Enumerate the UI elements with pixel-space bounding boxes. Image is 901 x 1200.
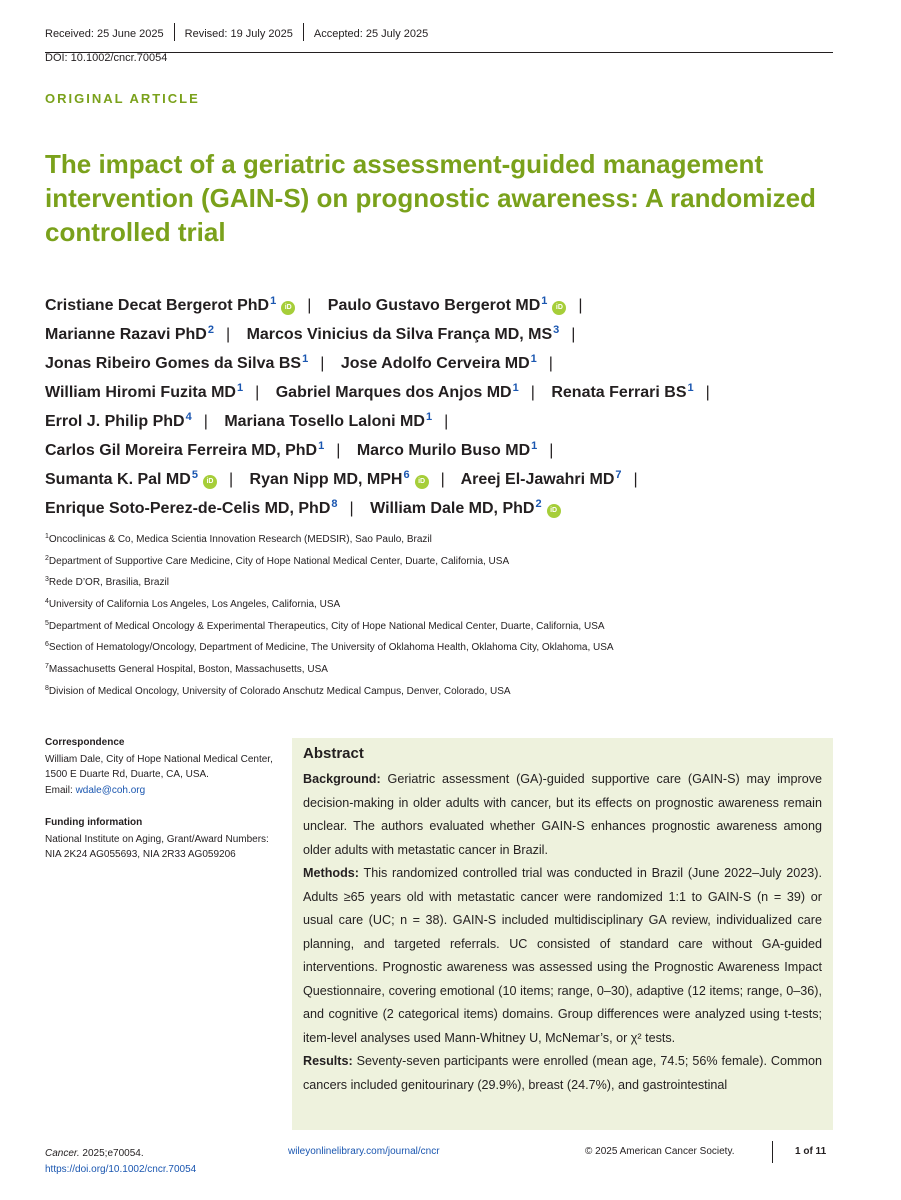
orcid-icon[interactable]: iD	[203, 475, 217, 489]
author-name[interactable]: Cristiane Decat Bergerot PhD	[45, 297, 270, 314]
citation-text: 2025;e70054.	[79, 1148, 144, 1159]
affiliation-ref[interactable]: 1	[318, 440, 325, 452]
affiliation-number: 5	[45, 619, 49, 627]
publication-dates	[45, 27, 428, 41]
affiliation-ref[interactable]: 4	[185, 411, 192, 423]
orcid-icon[interactable]: iD	[552, 301, 566, 315]
affiliation-list	[45, 526, 845, 700]
correspondence-text: William Dale, City of Hope National Medical Center, 1500 E Duarte Rd, Duarte, CA, USA.	[45, 753, 273, 780]
affiliation-ref[interactable]: 1	[541, 295, 548, 307]
doi: DOI: 10.1002/cncr.70054	[45, 52, 168, 64]
affiliation	[45, 656, 845, 678]
correspondence-block	[45, 735, 275, 798]
affiliation-ref[interactable]: 8	[331, 498, 338, 510]
author-line: Enrique Soto-Perez-de-Celis MD, PhD$^8$ | William Dale MD, PhD$^2$iD	[45, 490, 845, 519]
abstract-box	[292, 738, 833, 1130]
author-name[interactable]: Ryan Nipp MD, MPH	[249, 471, 403, 488]
methods-text: This randomized controlled trial was conducted in Brazil (June 2022–July 2023). Adults ≥65 years old with metastatic cancer were randomized 1:1 to GAIN-S (n = 39) or usual care (UC; n = 38). GAIN-S included multidisciplinary GA review, individualized care planning, and targeted referrals. UC consisted of standard care without GA-guided interventions. Prognostic awareness was assessed using the Prognostic Awareness Impact Questionnaire, covering emotional (10 items; range, 0–30), adaptive (12 items; range, 0–36), and cognitive (2 categorical items) domains. Group differences were analyzed using t-tests; item-level analyses used Mann-Whitney U, McNemar’s, or χ² tests.	[303, 866, 822, 1045]
author-name[interactable]: Areej El-Jawahri MD	[460, 471, 615, 488]
divider	[174, 23, 175, 41]
accepted-date: Accepted: 25 July 2025	[313, 27, 429, 40]
author-line: Errol J. Philip PhD$^4$ | Mariana Tosello Laloni $MD^1$ |	[45, 411, 449, 430]
funding-heading: Funding information	[45, 817, 143, 828]
orcid-icon[interactable]: iD	[415, 475, 429, 489]
author-line: Marianne Razavi PhD$^2$ | Marcos Vinicius da Silva França MD, $MS^3$ |	[45, 324, 576, 343]
author-line: Sumanta K. Pal $MD^5iD$ | Ryan Nipp MD, MPH$^6$iD | Areej El-Jawahri $MD^7$ |	[45, 469, 638, 488]
affiliation-ref[interactable]: 1	[531, 440, 538, 452]
affiliation	[45, 613, 845, 635]
author-line: William Hiromi Fuzita $MD^1$ | Gabriel Marques dos Anjos $MD^1$ | Renata Ferrari $BS^1$ |	[45, 382, 710, 401]
journal-site-link[interactable]: wileyonlinelibrary.com/journal/cncr	[288, 1146, 440, 1157]
affiliation-number: 1	[45, 533, 49, 540]
affiliation-ref[interactable]: 7	[615, 469, 622, 481]
email-label: Email:	[45, 784, 76, 796]
background-text: Geriatric assessment (GA)-guided supportive care (GAIN-S) may improve decision-making in older adults with cancer, but its effects on prognostic awareness remain unclear. The authors evaluated whether GAIN-S enhances prognostic awareness among older adults with metastatic cancer in Brazil.	[303, 772, 822, 857]
abstract-background	[303, 768, 822, 862]
affiliation-text: Section of Hematology/Oncology, Department of Medicine, The University of Oklahoma Health, Oklahoma City, Oklahoma, USA	[48, 642, 614, 654]
affiliation-text: Division of Medical Oncology, University of Colorado Anschutz Medical Campus, Denver, Colorado, USA	[48, 685, 511, 697]
author-name[interactable]: Errol J. Philip PhD	[45, 413, 185, 430]
affiliation-text: Department of Supportive Care Medicine, City of Hope National Medical Center, Duarte, California, USA	[48, 555, 510, 567]
affiliation-number: 3	[45, 576, 49, 584]
affiliation-text: Department of Medical Oncology & Experimental Therapeutics, City of Hope National Medical Center, Duarte, California, USA	[48, 620, 605, 632]
affiliation	[45, 591, 845, 613]
correspondence-email-line	[45, 783, 275, 799]
affiliation-number: 7	[45, 663, 49, 671]
results-text: Seventy-seven participants were enrolled (mean age, 74.5; 56% female). Common cancers included genitourinary (29.9%), breast (24.7%), and gastrointestinal	[303, 1054, 822, 1092]
affiliation-ref[interactable]: 5	[191, 469, 198, 481]
background-label: Background:	[303, 772, 381, 786]
author-name[interactable]: William Dale MD, PhD	[370, 500, 535, 517]
affiliation	[45, 548, 845, 570]
affiliation-ref[interactable]: 1	[512, 382, 519, 394]
article-title: The impact of a geriatric assessment-guided management intervention (GAIN-S) on prognostic awareness: A randomized controlled trial	[45, 149, 816, 247]
author-name[interactable]: Jose Adolfo Cerveira MD	[340, 355, 530, 372]
page-number: 1 of 11	[795, 1146, 827, 1157]
affiliation	[45, 678, 845, 700]
affiliation-ref[interactable]: 2	[535, 498, 542, 510]
affiliation-text: Oncoclinicas & Co, Medica Scientia Innovation Research (MEDSIR), Sao Paulo, Brazil	[48, 534, 432, 545]
orcid-icon[interactable]: iD	[547, 504, 561, 518]
author-list	[45, 287, 845, 519]
affiliation	[45, 526, 845, 548]
affiliation-ref[interactable]: 1	[270, 295, 277, 307]
affiliation-ref[interactable]: 1	[530, 353, 537, 365]
affiliation-text: University of California Los Angeles, Los Angeles, California, USA	[48, 599, 341, 611]
author-name[interactable]: Enrique Soto-Perez-de-Celis MD, PhD	[45, 500, 331, 517]
correspondence-heading: Correspondence	[45, 737, 125, 748]
journal-name: Cancer.	[45, 1148, 80, 1159]
side-notes	[45, 735, 275, 880]
author-name[interactable]: Carlos Gil Moreira Ferreira MD, PhD	[45, 442, 318, 459]
funding-block	[45, 815, 275, 863]
results-label: Results:	[303, 1054, 353, 1068]
abstract-results	[303, 1050, 822, 1097]
abstract-methods	[303, 862, 822, 1050]
author-name[interactable]: Marianne Razavi PhD	[45, 326, 207, 343]
author-name[interactable]: Mariana Tosello Laloni MD	[224, 413, 425, 430]
author-line: Jonas Ribeiro Gomes da Silva $BS^1$ | Jose Adolfo Cerveira $MD^1$ |	[45, 353, 553, 372]
author-name[interactable]: Paulo Gustavo Bergerot MD	[327, 297, 541, 314]
author-line: Carlos Gil Moreira Ferreira MD, PhD$^1$ | Marco Murilo Buso $MD^1$ |	[45, 440, 554, 459]
author-name[interactable]: Marcos Vinicius da Silva França MD, MS	[246, 326, 553, 343]
affiliation-ref[interactable]: 3	[553, 324, 560, 336]
affiliation-number: 6	[45, 641, 49, 649]
author-name[interactable]: Renata Ferrari BS	[551, 384, 687, 401]
doi-link[interactable]: https://doi.org/10.1002/cncr.70054	[45, 1164, 197, 1175]
orcid-icon[interactable]: iD	[281, 301, 295, 315]
affiliation	[45, 634, 845, 656]
abstract-heading: Abstract	[303, 745, 364, 762]
article-type: ORIGINAL ARTICLE	[45, 91, 200, 106]
funding-text: National Institute on Aging, Grant/Award Numbers: NIA 2K24 AG055693, NIA 2R33 AG059206	[45, 833, 269, 860]
author-name[interactable]: Marco Murilo Buso MD	[356, 442, 531, 459]
author-name[interactable]: Jonas Ribeiro Gomes da Silva BS	[45, 355, 302, 372]
affiliation-ref[interactable]: 1	[687, 382, 694, 394]
copyright: © 2025 American Cancer Society.	[585, 1146, 735, 1157]
affiliation-ref[interactable]: 1	[236, 382, 244, 394]
footer-citation	[45, 1146, 196, 1178]
divider	[303, 23, 304, 41]
affiliation-number: 8	[45, 684, 49, 692]
affiliation-text: Rede D’OR, Brasilia, Brazil	[48, 577, 169, 589]
affiliation-ref[interactable]: 2	[207, 324, 214, 336]
author-name[interactable]: William Hiromi Fuzita MD	[45, 384, 236, 401]
affiliation-ref[interactable]: 1	[302, 353, 309, 365]
author-name[interactable]: Gabriel Marques dos Anjos MD	[275, 384, 512, 401]
author-line: Cristiane Decat Bergerot PhD$^1$iD | Paulo Gustavo Bergerot $MD^1iD$ |	[45, 295, 583, 314]
methods-label: Methods:	[303, 866, 359, 880]
affiliation-number: 2	[45, 554, 49, 562]
affiliation-text: Massachusetts General Hospital, Boston, Massachusetts, USA	[48, 664, 328, 676]
email-link[interactable]: wdale@coh.org	[75, 784, 146, 796]
revised-date: Revised: 19 July 2025	[184, 27, 293, 40]
received-date: Received: 25 June 2025	[45, 27, 164, 40]
footer-divider	[772, 1141, 773, 1163]
affiliation-ref[interactable]: 6	[403, 469, 410, 481]
affiliation	[45, 569, 845, 591]
affiliation-ref[interactable]: 1	[425, 411, 433, 423]
author-name[interactable]: Sumanta K. Pal MD	[45, 471, 191, 488]
affiliation-number: 4	[45, 598, 49, 606]
